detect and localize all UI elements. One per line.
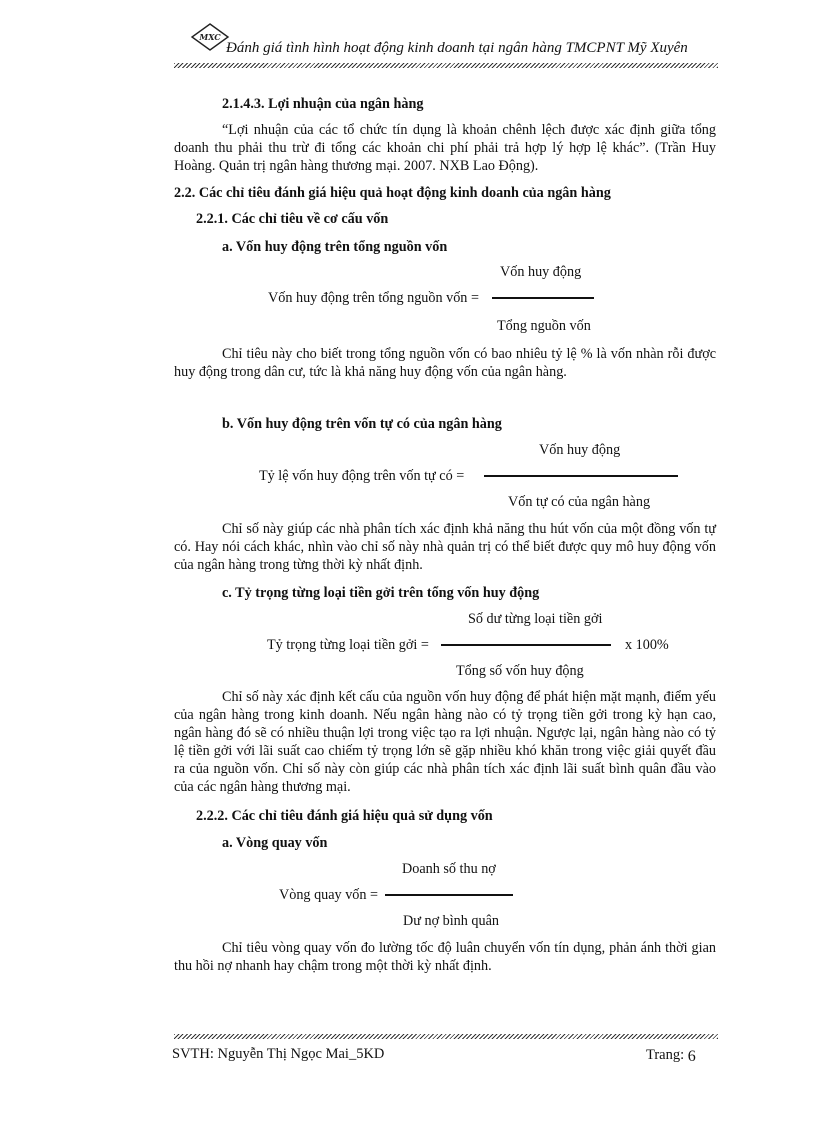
formula-b-numerator: Vốn huy động — [539, 442, 621, 458]
formula-a-lhs: Vốn huy động trên tổng nguồn vốn = — [268, 290, 479, 306]
footer-page — [646, 1046, 696, 1064]
paragraph-b: Chỉ số này giúp các nhà phân tích xác định khả năng thu hút vốn của một đồng vốn tự có. Hay nói cách khác, nhìn vào chỉ số này nhà quản trị có thể biết được quy mô huy động vốn của ngân hàng trong từng thời kỳ nhất định. — [174, 521, 716, 573]
footer-author: SVTH: Nguyễn Thị Ngọc Mai_5KD — [172, 1046, 385, 1062]
heading-2-2: 2.2. Các chỉ tiêu đánh giá hiệu quả hoạt động kinh doanh của ngân hàng — [174, 185, 611, 201]
formula-a-denominator: Tổng nguồn vốn — [497, 318, 591, 334]
formula-d-numerator: Doanh số thu nợ — [402, 861, 496, 877]
heading-2-1-4-3: 2.1.4.3. Lợi nhuận của ngân hàng — [222, 96, 424, 112]
footer-page-label: Trang: — [646, 1047, 685, 1063]
paragraph-c: Chỉ số này xác định kết cấu của nguồn vốn huy động để phát hiện mặt mạnh, điểm yếu của ngân hàng trong kinh doanh. Nếu ngân hàng nào có tỷ trọng tiền gởi trong kỳ hạn cao, ngân hàng đó sẽ có nhiều thuận lợi trong việc tạo ra lợi nhuận. Ngược lại, ngân hàng nào có tỷ lệ tiền gởi với lãi suất cao chiếm tỷ trọng lớn sẽ gặp nhiều khó khăn trong việc giải quyết đầu ra của nguồn vốn. Chỉ số này còn giúp các nhà phân tích xác định lãi suất bình quân đầu vào của các ngân hàng thương mại. — [174, 689, 716, 795]
header-divider — [174, 63, 718, 68]
heading-2-2-1-a: a. Vốn huy động trên tổng nguồn vốn — [222, 239, 448, 255]
paragraph-a: Chỉ tiêu này cho biết trong tổng nguồn vốn có bao nhiêu tỷ lệ % là vốn nhàn rỗi được huy động trong dân cư, tức là khả năng huy động vốn của ngân hàng. — [174, 346, 716, 380]
formula-a-numerator: Vốn huy động — [500, 264, 582, 280]
formula-d-denominator: Dư nợ bình quân — [403, 913, 499, 929]
heading-2-2-2-a: a. Vòng quay vốn — [222, 835, 328, 851]
formula-b-fraction-bar — [484, 475, 678, 477]
formula-b-denominator: Vốn tự có của ngân hàng — [508, 494, 651, 510]
formula-c-numerator: Số dư từng loại tiền gởi — [468, 611, 603, 627]
formula-c-fraction-bar — [441, 644, 611, 646]
formula-c-denominator: Tổng số vốn huy động — [456, 663, 584, 679]
heading-2-2-1: 2.2.1. Các chỉ tiêu về cơ cấu vốn — [196, 211, 389, 227]
heading-2-2-1-b: b. Vốn huy động trên vốn tự có của ngân hàng — [222, 416, 502, 432]
formula-b-lhs: Tỷ lệ vốn huy động trên vốn tự có = — [259, 468, 465, 484]
paragraph-d: Chỉ tiêu vòng quay vốn đo lường tốc độ luân chuyển vốn tín dụng, phản ánh thời gian thu hồi nợ nhanh hay chậm trong một thời kỳ nhất định. — [174, 940, 716, 974]
footer-page-number: 6 — [687, 1048, 696, 1065]
formula-d-fraction-bar — [385, 894, 513, 896]
heading-2-2-1-c: c. Tỷ trọng từng loại tiền gởi trên tổng vốn huy động — [222, 585, 540, 601]
formula-d-lhs: Vòng quay vốn = — [279, 887, 379, 903]
formula-a-fraction-bar — [492, 297, 594, 299]
heading-2-2-2: 2.2.2. Các chỉ tiêu đánh giá hiệu quả sử dụng vốn — [196, 808, 493, 824]
formula-c-lhs: Tỷ trọng từng loại tiền gởi = — [267, 637, 429, 653]
footer-divider — [174, 1034, 718, 1039]
header-title: Đánh giá tình hình hoạt động kinh doanh tại ngân hàng TMCPNT Mỹ Xuyên — [226, 40, 688, 56]
logo-text: MXC — [199, 32, 221, 42]
formula-c-multiplier: x 100% — [625, 637, 669, 653]
paragraph-profit: “Lợi nhuận của các tổ chức tín dụng là khoản chênh lệch được xác định giữa tổng doanh thu phải thu trừ đi tổng các khoản chi phí phải trả hợp lý hợp lệ khác”. (Trần Huy Hoàng. Quản trị ngân hàng thương mại. 2007. NXB Lao Động). — [174, 122, 716, 174]
